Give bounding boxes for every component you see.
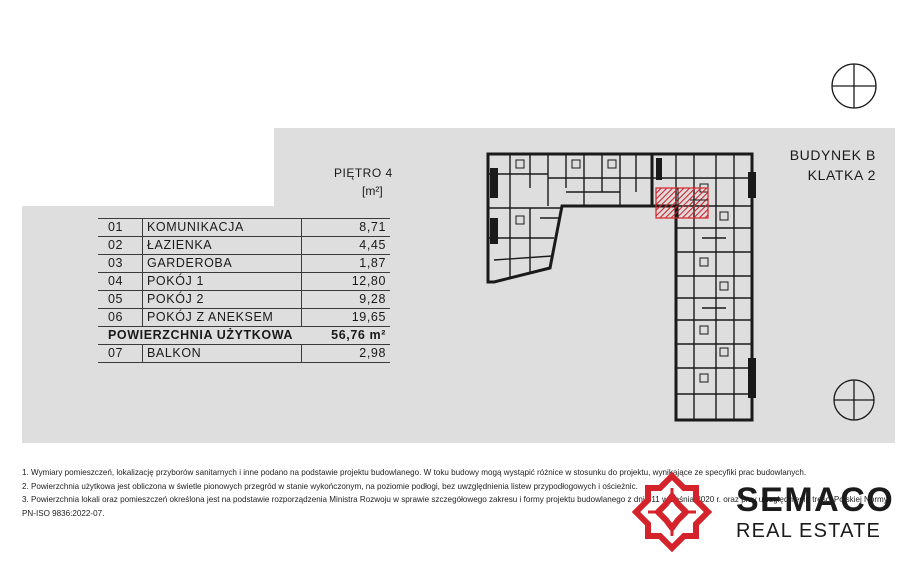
room-area: 2,98 — [302, 345, 391, 363]
staircase-name: KLATKA 2 — [807, 167, 876, 183]
room-name: BALKON — [143, 345, 302, 363]
room-name: KOMUNIKACJA — [143, 219, 302, 237]
floor-plan — [480, 148, 765, 423]
highlighted-apartment — [656, 188, 708, 218]
table-row — [98, 273, 390, 291]
room-table — [98, 218, 390, 363]
semaco-logo-icon — [624, 470, 720, 558]
brand-subtitle: REAL ESTATE — [736, 520, 882, 542]
building-label — [762, 145, 876, 185]
floor-label: PIĘTRO 4 — [334, 166, 393, 180]
brand-name: SEMACO — [736, 481, 895, 519]
room-area: 19,65 — [302, 309, 391, 327]
total-area-row — [98, 327, 390, 345]
room-area: 1,87 — [302, 255, 391, 273]
footnote: 1. Wymiary pomieszczeń, lokalizację przyborów sanitarnych i inne podano na podstawie projektu budowlanego. W toku budowy mogą wystąpić różnice w stosunku do projektu, wynikające ze specyfiki prac budowlanych. — [22, 468, 807, 477]
room-name: POKÓJ Z ANEKSEM — [143, 309, 302, 327]
table-row — [98, 345, 390, 363]
total-area-value: 56,76 m² — [302, 327, 391, 345]
footnote: 2. Powierzchnia użytkowa jest obliczona w świetle pionowych przegród w stanie wykończonym, na poziomie podłogi, bez uwzględnienia listew przypodłogowych i ościeżnic. — [22, 481, 638, 491]
room-number: 05 — [98, 291, 143, 309]
room-area: 8,71 — [302, 219, 391, 237]
table-row — [98, 309, 390, 327]
building-name: BUDYNEK B — [789, 147, 876, 163]
compass-icon — [830, 62, 878, 110]
footnote: 3. Powierzchnia lokali oraz pomieszczeń określona jest na podstawie rozporządzenia Ministra Rozwoju w sprawie szczegółowego zakresu i formy projektu budowlanego z dnia 11 września 2020 r. oraz przy uwzględnieniu treści Polskiej Normy PN-ISO 9836:2022-07. — [22, 495, 888, 518]
room-name: ŁAZIENKA — [143, 237, 302, 255]
table-row — [98, 291, 390, 309]
room-number: 01 — [98, 219, 143, 237]
total-area-label: POWIERZCHNIA UŻYTKOWA — [98, 327, 302, 345]
room-number: 03 — [98, 255, 143, 273]
room-area: 4,45 — [302, 237, 391, 255]
table-row — [98, 219, 390, 237]
room-number: 06 — [98, 309, 143, 327]
room-number: 04 — [98, 273, 143, 291]
room-name: GARDEROBA — [143, 255, 302, 273]
room-number: 02 — [98, 237, 143, 255]
table-row — [98, 237, 390, 255]
room-area: 9,28 — [302, 291, 391, 309]
room-number: 07 — [98, 345, 143, 363]
compass-icon — [832, 377, 876, 423]
table-row — [98, 255, 390, 273]
room-name: POKÓJ 2 — [143, 291, 302, 309]
room-area: 12,80 — [302, 273, 391, 291]
room-name: POKÓJ 1 — [143, 273, 302, 291]
area-unit-label: [m²] — [362, 184, 383, 198]
